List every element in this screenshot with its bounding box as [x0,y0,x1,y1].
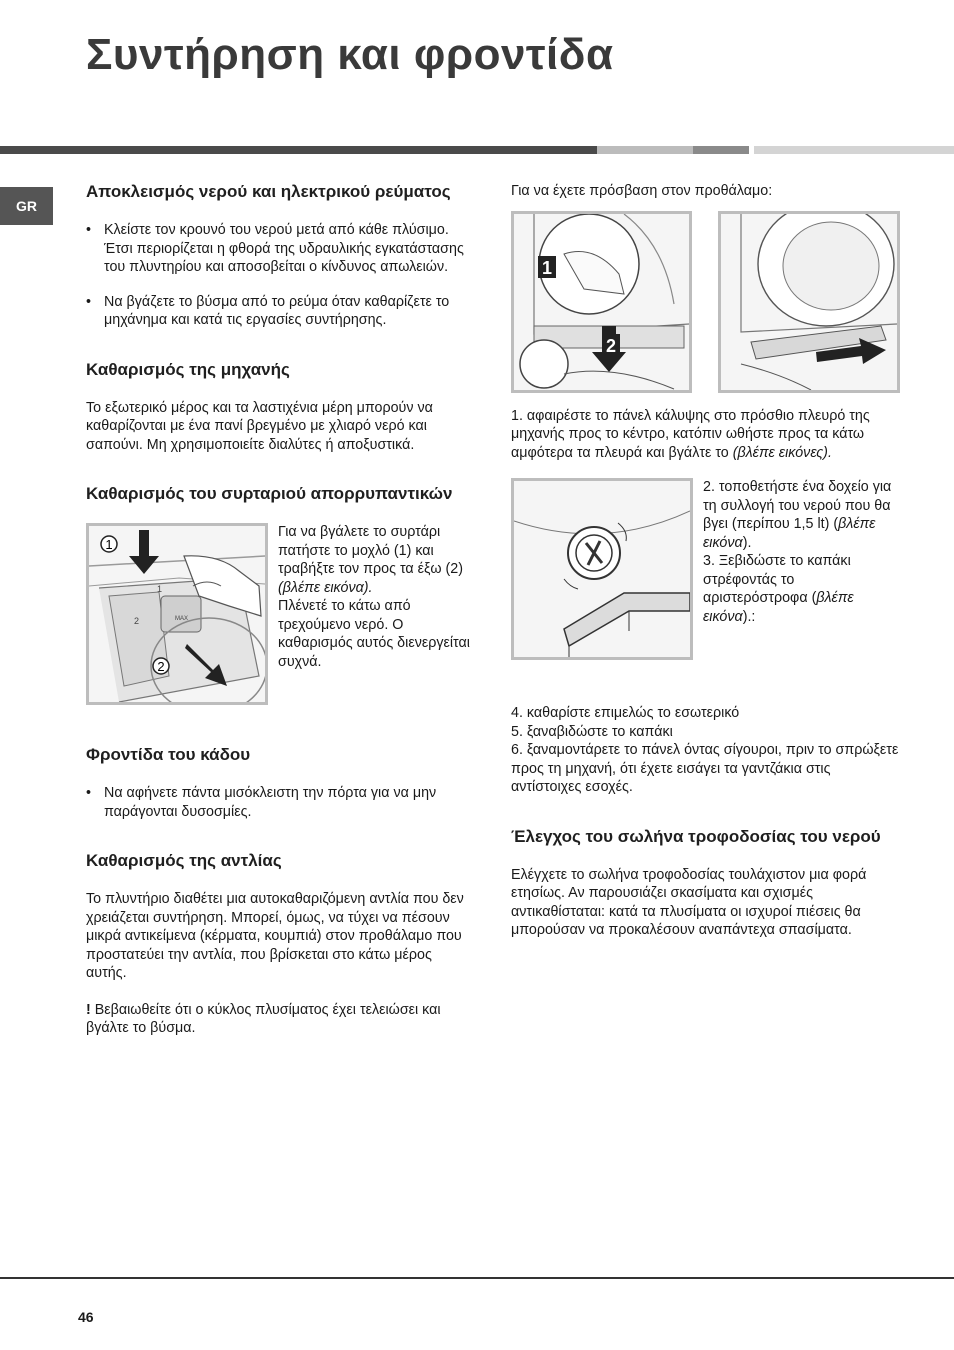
callout-1: 1 [105,537,113,552]
step-5: 5. ξαναβιδώστε το καπάκι [511,723,673,740]
left-column [86,182,476,1068]
section-pump-cleaning [86,851,476,1038]
section-heading: Φροντίδα του κάδου [86,745,251,764]
section-heading: Καθαρισμός της μηχανής [86,359,290,379]
step-3-text: 3. Ξεβιδώστε το καπάκι στρέφοντάς το αριστερόστροφα ( [703,553,851,606]
list-item: • Να αφήνετε πάντα μισόκλειστη την πόρτα για να μην παράγονται δυσοσμίες. [86,784,476,821]
section-heading: Καθαρισμός του συρταριού απορρυπαντικών [86,484,453,503]
pump-cap-illustration [514,481,690,657]
step-4: 4. καθαρίστε επιμελώς το εσωτερικό [511,705,740,721]
warning-icon: ! [86,1001,91,1018]
panel-figures [511,211,901,393]
drawer-text [268,523,476,671]
page-number: 46 [78,1309,94,1325]
drawer-illustration [89,526,265,702]
drawer-text-b: Πλένετέ το κάτω από τρεχούμενο νερό. Ο καθαρισμός αυτός διενεργείται συχνά. [278,598,470,670]
language-tab: GR [0,187,53,225]
header-bar-pale [754,146,954,154]
section-drum-care [86,745,476,821]
step-3-close: ).: [742,608,756,625]
bullet-list [86,784,476,821]
pump-intro: Για να έχετε πρόσβαση στον προθάλαμο: [511,183,773,199]
section-heading: Έλεγχος του σωλήνα τροφοδοσίας του νερού [511,826,881,846]
pump-figure [511,478,693,660]
drawer-text-a: Για να βγάλετε το συρτάρι πατήστε το μοχλό (1) και τραβήξτε τον προς τα έξω (2) [278,524,464,577]
header-bar-light [597,146,693,154]
pump-steps-text [693,478,901,626]
panel-figure-left [511,211,692,393]
page-title: Συντήρηση και φροντίδα [86,30,614,79]
footer-rule [0,1277,954,1279]
step-6: 6. ξαναμοντάρετε το πάνελ όντας σίγουροι, πριν το σπρώξετε προς τη μηχανή, ότι έχετε εισάγει τα γαντζάκια στις αντίστοιχες εσοχές. [511,742,899,795]
warning-note [86,1001,476,1038]
paragraph: Ελέγχετε το σωλήνα τροφοδοσίας τουλάχιστον μια φορά ετησίως. Αν παρουσιάζει σκασίματα και σχισμές αντικαθίσταται: κατά τα πλυσίματα οι ισχυροί πιέσεις θα μπορούσαν να προκαλέσουν αναπάντεχα σπασίματα. [511,866,867,938]
callout-2: 2 [157,659,165,674]
step-3-ref: βλέπε εικόνα [703,590,854,625]
step-2-ref: βλέπε εικόνα [703,516,876,551]
step-1-text: 1. αφαιρέστε το πάνελ κάλυψης στο πρόσθιο πλευρό της μηχανής προς το κέντρο, κατόπιν ωθήστε προς τα κάτω αμφότερα τα πλευρά και βγάλτε το [511,407,870,461]
drawer-mark-2: 2 [134,616,140,626]
section-hose-check [511,827,901,940]
section-machine-cleaning [86,360,476,455]
warning-text: Βεβαιωθείτε ότι ο κύκλος πλυσίματος έχει τελειώσει και βγάλτε το βύσμα. [86,1001,441,1036]
drawer-figure [86,523,268,705]
panel-figure-right [718,211,900,393]
header-bar-mid [693,146,749,154]
section-shutoff [86,182,476,330]
section-drawer-cleaning [86,484,476,705]
list-item: • Να βγάζετε το βύσμα από το ρεύμα όταν καθαρίζετε το μηχάνημα και κατά τις εργασίες συντήρησης. [86,293,476,330]
drawer-mark-1: 1 [157,584,163,594]
steps-4-6 [511,704,901,797]
right-column [511,182,901,970]
step-1 [511,407,901,463]
pump-row [511,478,901,660]
drawer-text-ref: (βλέπε εικόνα). [278,579,373,596]
callout-2: 2 [605,335,617,356]
header-bar-dark [0,146,597,154]
paragraph: Το πλυντήριο διαθέτει μια αυτοκαθαριζόμενη αντλία που δεν χρειάζεται συντήρηση. Μπορεί, όμως, να τύχει να πέσουν μικρά αντικείμενα (κέρματα, κουμπιά) στον προθάλαμο που προστατεύει την αντλία, που βρίσκεται στο κάτω μέρος αυτής. [86,891,464,981]
step-2-close: ). [742,534,752,551]
list-item: • Κλείστε τον κρουνό του νερού μετά από κάθε πλύσιμο. Έτσι περιορίζεται η φθορά της υδραυλικής εγκατάστασης του πλυντηρίου και αποσοβείται ο κίνδυνος απωλειών. [86,221,476,277]
step-1-ref: (βλέπε εικόνες). [732,444,832,461]
section-heading: Καθαρισμός της αντλίας [86,851,282,870]
section-heading: Αποκλεισμός νερού και ηλεκτρικού ρεύματος [86,182,451,201]
paragraph: Το εξωτερικό μέρος και τα λαστιχένια μέρη μπορούν να καθαρίζονται με ένα πανί βρεγμένο με χλιαρό νερό και σαπούνι. Μη χρησιμοποιείτε διαλύτες ή αποξυστικά. [86,399,433,453]
panel-pulled-illustration [721,214,897,390]
step-2-text: 2. τοποθετήστε ένα δοχείο για τη συλλογή του νερού που θα βγει (περίπου 1,5 lt) ( [703,479,892,532]
callout-1: 1 [541,257,553,278]
panel-removal-illustration [514,214,689,390]
drawer-max-label: MAX [175,616,189,622]
bullet-list [86,221,476,330]
